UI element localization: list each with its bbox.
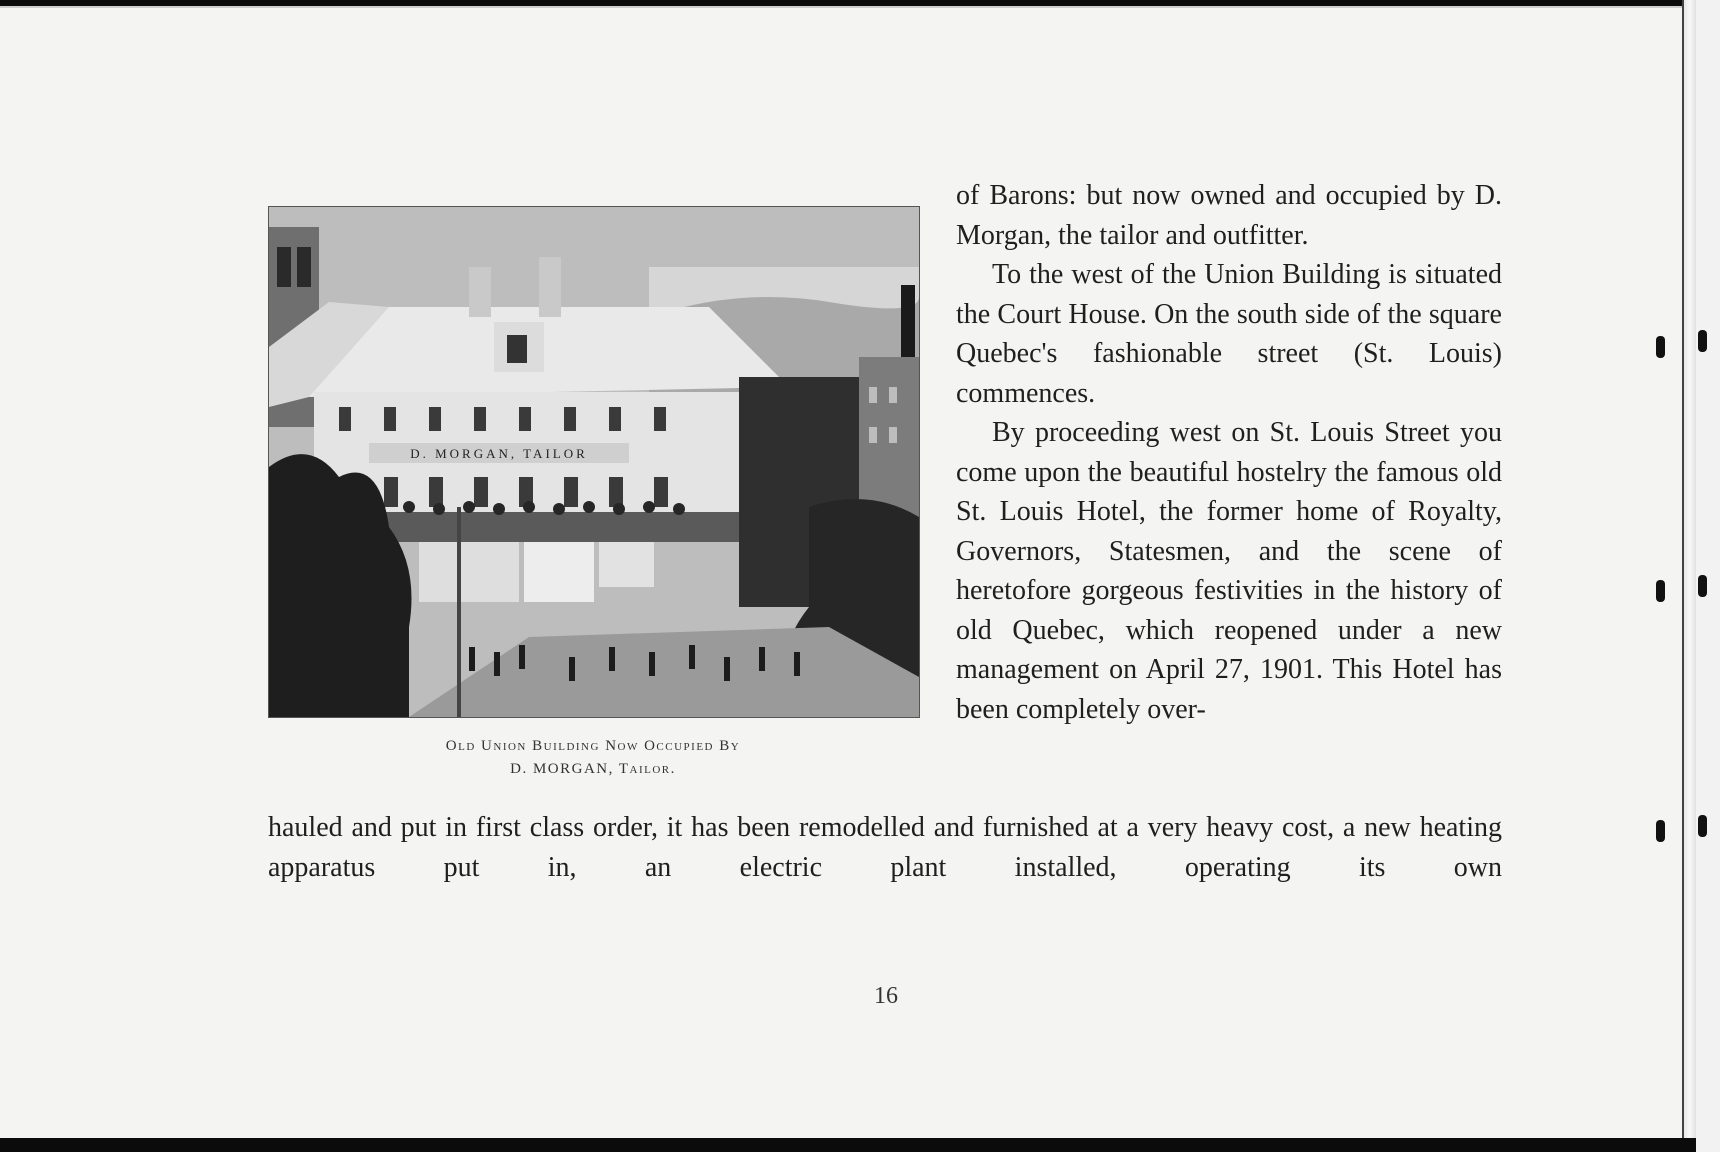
binding-hole-mark (1698, 815, 1707, 837)
book-page (0, 6, 1688, 1138)
binding-hole-mark (1656, 820, 1665, 842)
page-number: 16 (874, 983, 898, 1009)
photo-sign-text: D. MORGAN, TAILOR (410, 446, 588, 461)
photo-illustration (269, 207, 919, 717)
photo-caption-line-2: D. MORGAN, Tailor. (510, 761, 676, 777)
binding-strip (1696, 0, 1720, 1152)
binding-hole-mark (1698, 330, 1707, 352)
full-width-text (268, 808, 1502, 887)
building-photograph (268, 206, 920, 718)
binding-hole-mark (1656, 580, 1665, 602)
paragraph-3: By proceeding west on St. Louis Street you come upon the beautiful hostelry the famous old St. Louis Hotel, the former home of Royalty, Governors, Statesmen, and the scene of heretofore gorgeous festivities in the history of old Quebec, which reopened under a new management on April 27, 1901. This Hotel has been completely over- (956, 417, 1502, 725)
paragraph-2: To the west of the Union Building is situated the Court House. On the south side of the square Quebec's fashionable street (St. Louis) commences. (956, 259, 1502, 409)
paragraph-1: of Barons: but now owned and occupied by D. Morgan, the tailor and outfitter. (956, 180, 1502, 251)
photo-caption-line-1: Old Union Building Now Occupied By (445, 738, 741, 754)
right-column-text (956, 176, 1502, 729)
binding-hole-mark (1698, 575, 1707, 597)
binding-hole-mark (1656, 336, 1665, 358)
continuation-paragraph: hauled and put in first class order, it has been remodelled and furnished at a very heavy cost, a new heating apparatus put in, an electric plant installed, operating its own (268, 812, 1502, 883)
